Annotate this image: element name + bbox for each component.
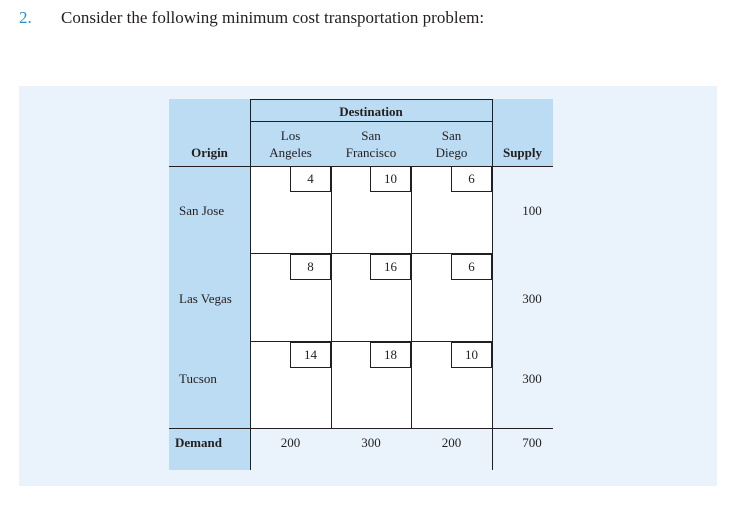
cost-cell: 4 — [290, 166, 331, 192]
supply-value: 100 — [522, 203, 542, 218]
demand-label: Demand — [175, 435, 222, 450]
supply-header: Supply — [502, 145, 543, 160]
origin-tucson: Tucson — [179, 371, 217, 386]
total-value: 700 — [522, 435, 542, 450]
rule-top-destination — [250, 99, 492, 100]
rule-demand-top — [169, 428, 553, 429]
origin-las-vegas: Las Vegas — [179, 291, 232, 306]
origin-san-jose: San Jose — [179, 203, 225, 218]
cost-cell: 16 — [370, 254, 411, 280]
cost-cell: 10 — [451, 342, 492, 368]
supply-value: 300 — [522, 371, 542, 386]
cost-cell: 8 — [290, 254, 331, 280]
rule-under-destination — [250, 121, 492, 122]
rule-col-right — [492, 99, 493, 470]
rule-header-bottom — [169, 166, 553, 167]
col-header-los-angeles-line1: Los — [280, 128, 301, 143]
cost-cell: 6 — [451, 254, 492, 280]
cost-cell: 6 — [451, 166, 492, 192]
col-header-san-diego-line1: San — [441, 128, 462, 143]
demand-value: 300 — [361, 435, 381, 450]
supply-value: 300 — [522, 291, 542, 306]
rule-col-1 — [331, 166, 332, 428]
col-header-san-diego-line2: Diego — [435, 145, 468, 160]
cost-cell: 10 — [370, 166, 411, 192]
destination-header: Destination — [339, 104, 403, 119]
cells-area — [250, 166, 492, 428]
col-header-los-angeles-line2: Angeles — [269, 145, 312, 160]
problem-statement: Consider the following minimum cost transportation problem: — [61, 8, 485, 27]
origin-header: Origin — [191, 145, 228, 160]
demand-value: 200 — [280, 435, 301, 450]
cost-cell: 18 — [370, 342, 411, 368]
rule-col-2 — [411, 166, 412, 428]
cost-cell: 14 — [290, 342, 331, 368]
transportation-table — [169, 99, 553, 470]
demand-value: 200 — [441, 435, 462, 450]
col-header-san-francisco-line1: San — [361, 128, 381, 143]
problem-number: 2. — [19, 8, 32, 27]
rule-col-left — [250, 99, 251, 470]
col-header-san-francisco-line2: Francisco — [345, 145, 397, 160]
